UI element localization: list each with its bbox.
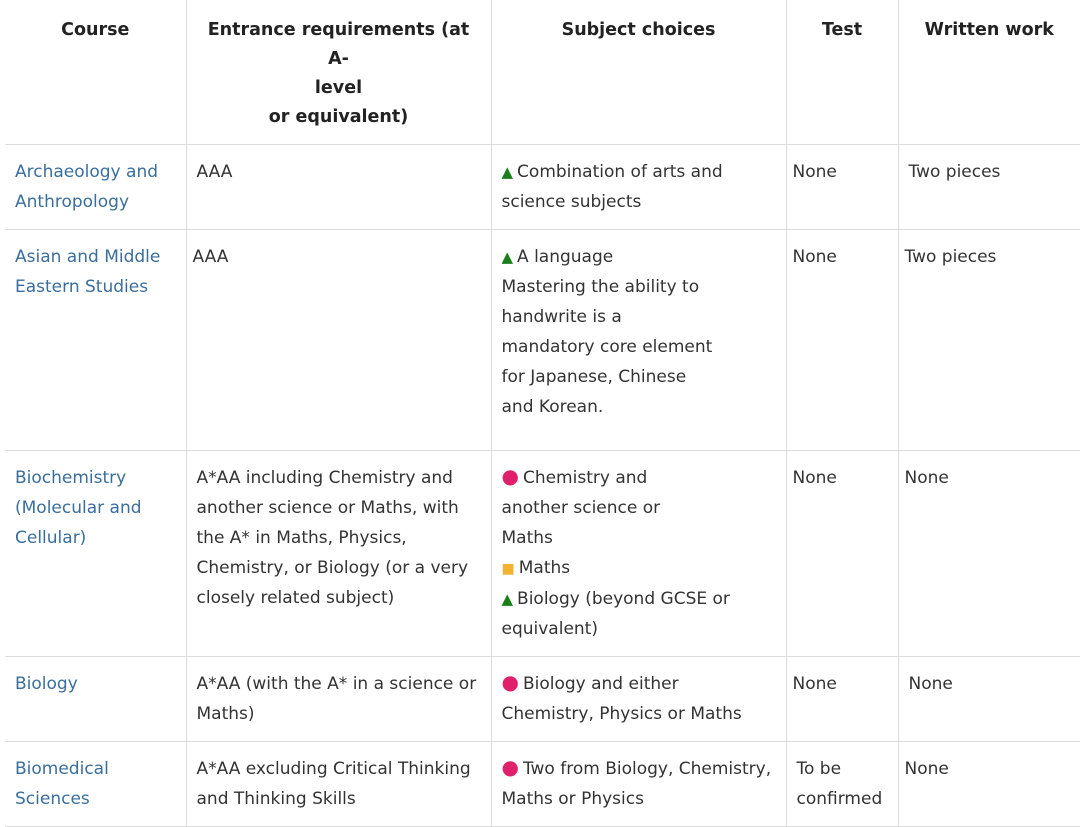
written-work-cell: Two pieces: [898, 145, 1080, 230]
requirements-cell: A*AA (with the A* in a science or Maths): [186, 657, 491, 742]
subject-choice-text: Chemistry and another science or Maths: [501, 468, 661, 548]
subjects-cell: [491, 230, 786, 451]
subject-choice: [502, 584, 776, 644]
test-cell: None: [786, 451, 898, 657]
course-link-biochemistry[interactable]: Biochemistry (Molecular and Cellular): [15, 468, 142, 548]
course-link-archaeology-anthropology[interactable]: Archaeology and Anthropology: [15, 162, 159, 212]
green-triangle-icon: ▲: [501, 163, 514, 181]
subject-choice: ● Chemistry and another science or Maths: [501, 464, 661, 548]
subject-choice-text: Biology and either Chemistry, Physics or Maths: [501, 674, 742, 724]
requirements-cell: AAA: [186, 230, 491, 451]
green-triangle-icon: ▲: [501, 248, 514, 266]
subject-choice: [502, 553, 776, 584]
test-cell: None: [786, 657, 898, 742]
subjects-cell: [491, 145, 786, 230]
subject-choice: [502, 157, 776, 217]
subject-choice-text: Two from Biology, Chemistry, Maths or Physics: [501, 759, 772, 809]
table-row: [5, 742, 1080, 827]
course-cell: [5, 657, 186, 742]
subject-choice-text: Maths: [518, 558, 571, 578]
requirements-cell: AAA: [186, 145, 491, 230]
subjects-cell: [491, 742, 786, 827]
table-row: [5, 230, 1080, 451]
test-cell: None: [786, 145, 898, 230]
test-cell: None: [786, 230, 898, 451]
subject-choice-text: Combination of arts and science subjects: [501, 162, 723, 212]
course-cell: [5, 742, 186, 827]
requirements-cell: A*AA including Chemistry and another science or Maths, with the A* in Maths, Physics, Chemistry, or Biology (or a very closely related subject): [186, 451, 491, 657]
course-cell: [5, 451, 186, 657]
orange-square-icon: ■: [501, 561, 515, 577]
header-subject-choices: Subject choices: [491, 0, 786, 145]
written-work-cell: None: [898, 657, 1080, 742]
subjects-cell: [491, 657, 786, 742]
test-cell: To be confirmed: [786, 742, 898, 827]
subject-choice: ● Two from Biology, Chemistry, Maths or Physics: [501, 755, 772, 809]
table-header-row: [5, 0, 1080, 145]
subject-choice-text: Biology (beyond GCSE or equivalent): [501, 589, 730, 639]
course-link-asian-middle-eastern-studies[interactable]: Asian and Middle Eastern Studies: [15, 247, 161, 297]
course-link-biology[interactable]: Biology: [15, 674, 78, 694]
written-work-cell: Two pieces: [898, 230, 1080, 451]
written-work-cell: None: [898, 451, 1080, 657]
header-req-line-2: level: [314, 78, 363, 98]
courses-table: [5, 0, 1080, 827]
header-entrance-requirements: [186, 0, 491, 145]
course-cell: [5, 145, 186, 230]
subject-choice: ● Biology and either Chemistry, Physics or Maths: [501, 670, 742, 724]
subject-choice-text: A language: [517, 247, 614, 267]
header-written-work: Written work: [898, 0, 1080, 145]
course-link-biomedical-sciences[interactable]: Biomedical Sciences: [15, 759, 109, 809]
header-req-line-1: Entrance requirements (at A-: [207, 20, 470, 69]
table-row: [5, 657, 1080, 742]
subject-choice-note: Mastering the ability to handwrite is a mandatory core element for Japanese, Chinese and Korean.: [501, 277, 713, 417]
course-cell: [5, 230, 186, 451]
header-test: Test: [786, 0, 898, 145]
subjects-cell: [491, 451, 786, 657]
subject-choice: [502, 242, 776, 272]
header-req-line-3: or equivalent): [268, 107, 409, 127]
requirements-cell: A*AA excluding Critical Thinking and Thinking Skills: [186, 742, 491, 827]
table-row: [5, 451, 1080, 657]
header-course: Course: [5, 0, 186, 145]
table-row: [5, 145, 1080, 230]
green-triangle-icon: ▲: [501, 590, 514, 608]
written-work-cell: None: [898, 742, 1080, 827]
